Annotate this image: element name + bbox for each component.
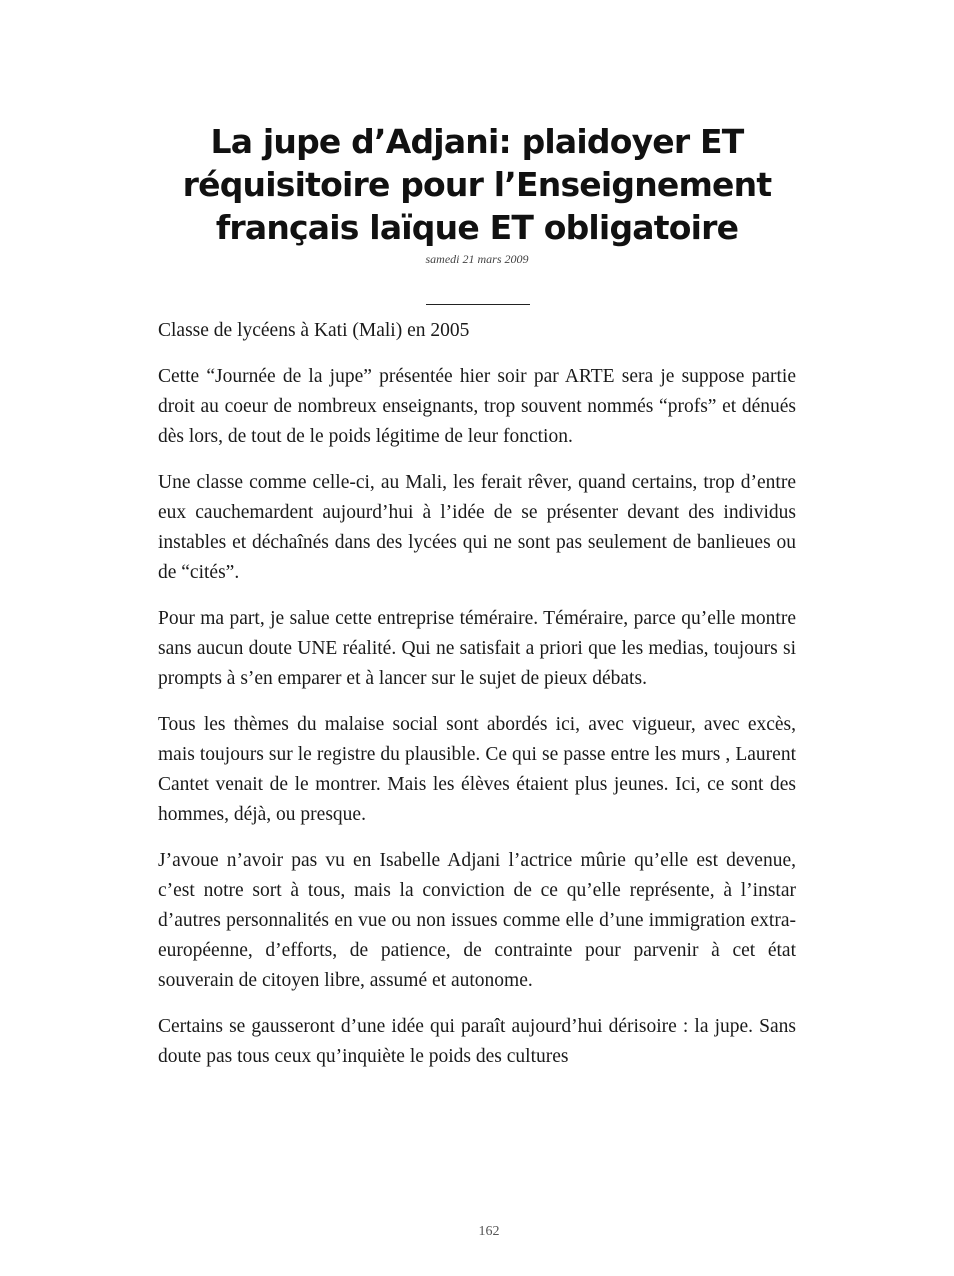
paragraph: Pour ma part, je salue cette entreprise téméraire. Téméraire, parce qu’elle montre sans aucun doute UNE réalité. Qui ne satisfait a priori que les medias, toujours si prompts à s’en emparer et à lancer sur le sujet de pieux débats.	[158, 608, 796, 689]
paragraph: J’avoue n’avoir pas vu en Isabelle Adjani l’actrice mûrie qu’elle est devenue, c’est notre sort à tous, mais la conviction de ce qu’elle représente, à l’instar d’autres personnalités en vue ou non issues comme elle d’une immigration extra-européenne, d’efforts, de patience, de contrainte pour parvenir à cet état souverain de citoyen libre, assumé et autonome.	[158, 850, 796, 991]
image-caption: Classe de lycéens à Kati (Mali) en 2005	[158, 320, 470, 341]
article-date: samedi 21 mars 2009	[425, 252, 529, 266]
article-title: La jupe d’Adjani: plaidoyer ET réquisitoire pour l’Enseignement français laïque ET obligatoire	[182, 122, 772, 247]
title-divider	[426, 304, 530, 305]
article-body	[158, 316, 796, 1088]
page-number: 162	[478, 1224, 500, 1239]
paragraph: Une classe comme celle-ci, au Mali, les ferait rêver, quand certains, trop d’entre eux cauchemardent aujourd’hui à l’idée de se présenter devant des individus instables et déchaînés dans des lycées qui ne sont pas seulement de banlieues ou de “cités”.	[158, 472, 796, 583]
paragraph: Cette “Journée de la jupe” présentée hier soir par ARTE sera je suppose partie droit au coeur de nombreux enseignants, trop souvent nommés “profs” et dénués dès lors, de tout de le poids légitime de leur fonction.	[158, 366, 796, 447]
paragraph: Tous les thèmes du malaise social sont abordés ici, avec vigueur, avec excès, mais toujours sur le registre du plausible. Ce qui se passe entre les murs , Laurent Cantet venait de le montrer. Mais les élèves étaient plus jeunes. Ici, ce sont des hommes, déjà, ou presque.	[158, 714, 796, 825]
paragraph: Certains se gausseront d’une idée qui paraît aujourd’hui dérisoire : la jupe. Sans doute pas tous ceux qu’inquiète le poids des cultures	[158, 1016, 796, 1067]
